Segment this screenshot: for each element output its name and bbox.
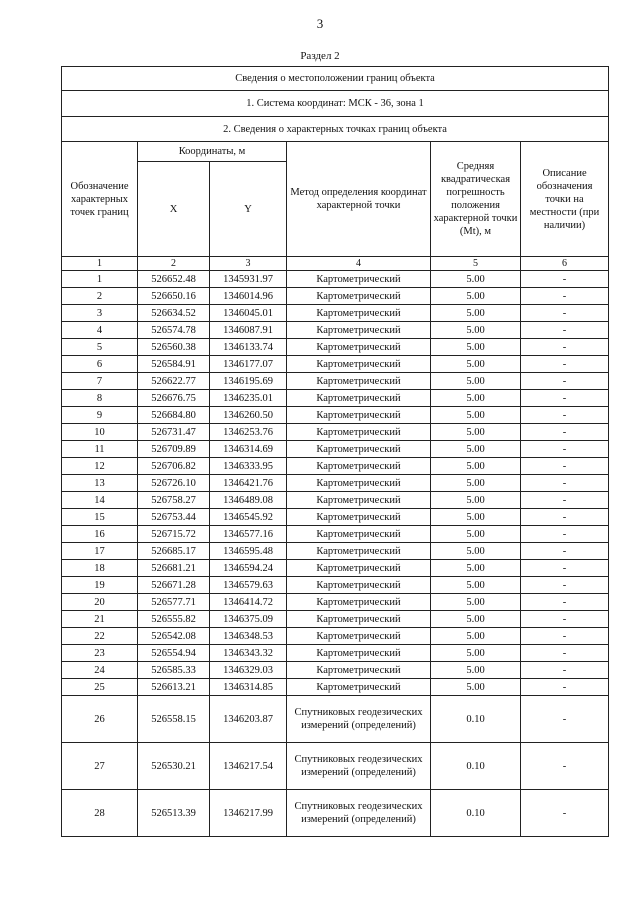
cell-method: Картометрический	[287, 679, 431, 696]
table-row	[62, 628, 609, 645]
cell-y: 1346329.03	[210, 662, 287, 679]
header-x: X	[138, 162, 210, 257]
cell-method: Картометрический	[287, 594, 431, 611]
cell-y: 1346177.07	[210, 356, 287, 373]
header-y: Y	[210, 162, 287, 257]
cell-description: -	[521, 543, 609, 560]
column-number: 6	[521, 257, 609, 271]
table-row	[62, 743, 609, 790]
cell-y: 1346087.91	[210, 322, 287, 339]
cell-error: 5.00	[431, 373, 521, 390]
cell-y: 1346414.72	[210, 594, 287, 611]
cell-error: 5.00	[431, 577, 521, 594]
cell-x: 526542.08	[138, 628, 210, 645]
table-row	[62, 662, 609, 679]
cell-description: -	[521, 390, 609, 407]
cell-method: Картометрический	[287, 645, 431, 662]
table-row	[62, 373, 609, 390]
cell-description: -	[521, 441, 609, 458]
cell-method: Картометрический	[287, 577, 431, 594]
cell-method: Картометрический	[287, 662, 431, 679]
header-description: Описание обозначения точки на местности (при наличии)	[521, 142, 609, 257]
cell-description: -	[521, 424, 609, 441]
cell-error: 5.00	[431, 424, 521, 441]
table-title: Сведения о местоположении границ объекта	[62, 67, 609, 91]
cell-error: 5.00	[431, 526, 521, 543]
cell-error: 5.00	[431, 509, 521, 526]
table-row	[62, 645, 609, 662]
cell-description: -	[521, 458, 609, 475]
cell-description: -	[521, 407, 609, 424]
cell-method: Спутниковых геодезических измерений (определений)	[287, 696, 431, 743]
table-row	[62, 441, 609, 458]
cell-description: -	[521, 492, 609, 509]
cell-y: 1346045.01	[210, 305, 287, 322]
cell-method: Картометрический	[287, 356, 431, 373]
cell-point-number: 22	[62, 628, 138, 645]
cell-error: 0.10	[431, 790, 521, 837]
cell-description: -	[521, 628, 609, 645]
cell-point-number: 20	[62, 594, 138, 611]
cell-point-number: 24	[62, 662, 138, 679]
cell-point-number: 19	[62, 577, 138, 594]
cell-x: 526652.48	[138, 271, 210, 288]
cell-x: 526671.28	[138, 577, 210, 594]
cell-error: 5.00	[431, 356, 521, 373]
cell-x: 526681.21	[138, 560, 210, 577]
table-row	[62, 696, 609, 743]
cell-y: 1346195.69	[210, 373, 287, 390]
cell-point-number: 5	[62, 339, 138, 356]
cell-method: Картометрический	[287, 543, 431, 560]
cell-method: Картометрический	[287, 628, 431, 645]
table-row	[62, 407, 609, 424]
cell-y: 1346545.92	[210, 509, 287, 526]
cell-y: 1345931.97	[210, 271, 287, 288]
table-row	[62, 492, 609, 509]
section-label: Раздел 2	[300, 50, 340, 62]
cell-error: 5.00	[431, 662, 521, 679]
cell-x: 526753.44	[138, 509, 210, 526]
table-row	[62, 356, 609, 373]
cell-x: 526584.91	[138, 356, 210, 373]
column-number: 1	[62, 257, 138, 271]
cell-x: 526634.52	[138, 305, 210, 322]
cell-description: -	[521, 594, 609, 611]
column-number: 4	[287, 257, 431, 271]
cell-x: 526676.75	[138, 390, 210, 407]
cell-point-number: 10	[62, 424, 138, 441]
cell-description: -	[521, 743, 609, 790]
cell-y: 1346348.53	[210, 628, 287, 645]
table-row	[62, 424, 609, 441]
cell-x: 526554.94	[138, 645, 210, 662]
cell-x: 526613.21	[138, 679, 210, 696]
cell-method: Картометрический	[287, 407, 431, 424]
table-row	[62, 288, 609, 305]
cell-description: -	[521, 645, 609, 662]
cell-x: 526758.27	[138, 492, 210, 509]
cell-error: 5.00	[431, 458, 521, 475]
header-coords: Координаты, м	[138, 142, 287, 162]
cell-method: Картометрический	[287, 458, 431, 475]
cell-error: 5.00	[431, 271, 521, 288]
points-heading: 2. Сведения о характерных точках границ объекта	[62, 117, 609, 142]
cell-point-number: 23	[62, 645, 138, 662]
cell-y: 1346253.76	[210, 424, 287, 441]
cell-y: 1346014.96	[210, 288, 287, 305]
column-number: 3	[210, 257, 287, 271]
cell-x: 526622.77	[138, 373, 210, 390]
cell-method: Картометрический	[287, 611, 431, 628]
table-row	[62, 560, 609, 577]
cell-point-number: 11	[62, 441, 138, 458]
cell-point-number: 16	[62, 526, 138, 543]
cell-error: 5.00	[431, 390, 521, 407]
cell-x: 526577.71	[138, 594, 210, 611]
header-error: Средняя квадратическая погрешность положения характерной точки (Mt), м	[431, 142, 521, 257]
cell-error: 5.00	[431, 288, 521, 305]
cell-y: 1346375.09	[210, 611, 287, 628]
cell-description: -	[521, 373, 609, 390]
cell-point-number: 3	[62, 305, 138, 322]
cell-y: 1346314.85	[210, 679, 287, 696]
cell-x: 526530.21	[138, 743, 210, 790]
table-row	[62, 594, 609, 611]
cell-method: Картометрический	[287, 509, 431, 526]
cell-point-number: 25	[62, 679, 138, 696]
table-row	[62, 339, 609, 356]
table-row	[62, 475, 609, 492]
table-row	[62, 577, 609, 594]
cell-x: 526558.15	[138, 696, 210, 743]
cell-description: -	[521, 475, 609, 492]
cell-x: 526555.82	[138, 611, 210, 628]
cell-point-number: 21	[62, 611, 138, 628]
cell-error: 5.00	[431, 679, 521, 696]
cell-x: 526731.47	[138, 424, 210, 441]
cell-error: 5.00	[431, 628, 521, 645]
cell-point-number: 9	[62, 407, 138, 424]
cell-method: Картометрический	[287, 271, 431, 288]
cell-error: 5.00	[431, 594, 521, 611]
table-row	[62, 305, 609, 322]
cell-point-number: 6	[62, 356, 138, 373]
header-point: Обозначение характерных точек границ	[62, 142, 138, 257]
cell-description: -	[521, 305, 609, 322]
cell-y: 1346421.76	[210, 475, 287, 492]
cell-y: 1346595.48	[210, 543, 287, 560]
cell-description: -	[521, 662, 609, 679]
cell-x: 526685.17	[138, 543, 210, 560]
cell-error: 5.00	[431, 339, 521, 356]
cell-error: 5.00	[431, 322, 521, 339]
cell-method: Спутниковых геодезических измерений (определений)	[287, 743, 431, 790]
cell-method: Картометрический	[287, 475, 431, 492]
cell-description: -	[521, 696, 609, 743]
cell-error: 5.00	[431, 407, 521, 424]
cell-description: -	[521, 560, 609, 577]
cell-method: Картометрический	[287, 526, 431, 543]
cell-error: 5.00	[431, 492, 521, 509]
page-number: 3	[316, 16, 324, 31]
cell-method: Картометрический	[287, 424, 431, 441]
cell-x: 526726.10	[138, 475, 210, 492]
cell-y: 1346333.95	[210, 458, 287, 475]
cell-y: 1346260.50	[210, 407, 287, 424]
cell-error: 5.00	[431, 441, 521, 458]
cell-method: Картометрический	[287, 322, 431, 339]
cell-description: -	[521, 611, 609, 628]
table-row	[62, 679, 609, 696]
cell-y: 1346133.74	[210, 339, 287, 356]
cell-y: 1346314.69	[210, 441, 287, 458]
table-row	[62, 611, 609, 628]
cell-description: -	[521, 526, 609, 543]
cell-description: -	[521, 679, 609, 696]
table-row	[62, 526, 609, 543]
cell-x: 526585.33	[138, 662, 210, 679]
cell-x: 526706.82	[138, 458, 210, 475]
column-number: 2	[138, 257, 210, 271]
cell-method: Картометрический	[287, 390, 431, 407]
cell-x: 526574.78	[138, 322, 210, 339]
cell-y: 1346217.99	[210, 790, 287, 837]
cell-description: -	[521, 356, 609, 373]
cell-description: -	[521, 577, 609, 594]
cell-method: Картометрический	[287, 339, 431, 356]
cell-method: Картометрический	[287, 492, 431, 509]
cell-y: 1346489.08	[210, 492, 287, 509]
cell-method: Картометрический	[287, 288, 431, 305]
cell-error: 0.10	[431, 696, 521, 743]
cell-method: Картометрический	[287, 441, 431, 458]
cell-y: 1346577.16	[210, 526, 287, 543]
cell-point-number: 12	[62, 458, 138, 475]
cell-x: 526513.39	[138, 790, 210, 837]
cell-error: 5.00	[431, 475, 521, 492]
cell-point-number: 4	[62, 322, 138, 339]
cell-error: 5.00	[431, 560, 521, 577]
cell-description: -	[521, 790, 609, 837]
cell-point-number: 28	[62, 790, 138, 837]
cell-x: 526715.72	[138, 526, 210, 543]
cell-method: Спутниковых геодезических измерений (определений)	[287, 790, 431, 837]
column-number: 5	[431, 257, 521, 271]
cell-method: Картометрический	[287, 305, 431, 322]
cell-error: 5.00	[431, 305, 521, 322]
cell-x: 526650.16	[138, 288, 210, 305]
table-row	[62, 390, 609, 407]
cell-point-number: 18	[62, 560, 138, 577]
cell-point-number: 8	[62, 390, 138, 407]
cell-error: 0.10	[431, 743, 521, 790]
table-row	[62, 322, 609, 339]
cell-error: 5.00	[431, 543, 521, 560]
cell-y: 1346579.63	[210, 577, 287, 594]
table-row	[62, 509, 609, 526]
table-row	[62, 271, 609, 288]
cell-point-number: 14	[62, 492, 138, 509]
cell-description: -	[521, 288, 609, 305]
cell-y: 1346217.54	[210, 743, 287, 790]
cell-y: 1346594.24	[210, 560, 287, 577]
cell-y: 1346203.87	[210, 696, 287, 743]
cell-point-number: 27	[62, 743, 138, 790]
table-row	[62, 458, 609, 475]
cell-error: 5.00	[431, 611, 521, 628]
cell-point-number: 15	[62, 509, 138, 526]
cell-point-number: 17	[62, 543, 138, 560]
cell-y: 1346235.01	[210, 390, 287, 407]
table-row	[62, 790, 609, 837]
cell-description: -	[521, 322, 609, 339]
boundary-points-table	[61, 66, 609, 837]
cell-error: 5.00	[431, 645, 521, 662]
header-method: Метод определения координат характерной точки	[287, 142, 431, 257]
cell-point-number: 2	[62, 288, 138, 305]
cell-x: 526684.80	[138, 407, 210, 424]
coord-system: 1. Система координат: МСК - 36, зона 1	[62, 91, 609, 117]
cell-point-number: 13	[62, 475, 138, 492]
cell-description: -	[521, 271, 609, 288]
cell-y: 1346343.32	[210, 645, 287, 662]
cell-point-number: 1	[62, 271, 138, 288]
cell-description: -	[521, 509, 609, 526]
cell-method: Картометрический	[287, 373, 431, 390]
cell-point-number: 26	[62, 696, 138, 743]
cell-method: Картометрический	[287, 560, 431, 577]
cell-description: -	[521, 339, 609, 356]
cell-x: 526709.89	[138, 441, 210, 458]
cell-x: 526560.38	[138, 339, 210, 356]
cell-point-number: 7	[62, 373, 138, 390]
table-row	[62, 543, 609, 560]
